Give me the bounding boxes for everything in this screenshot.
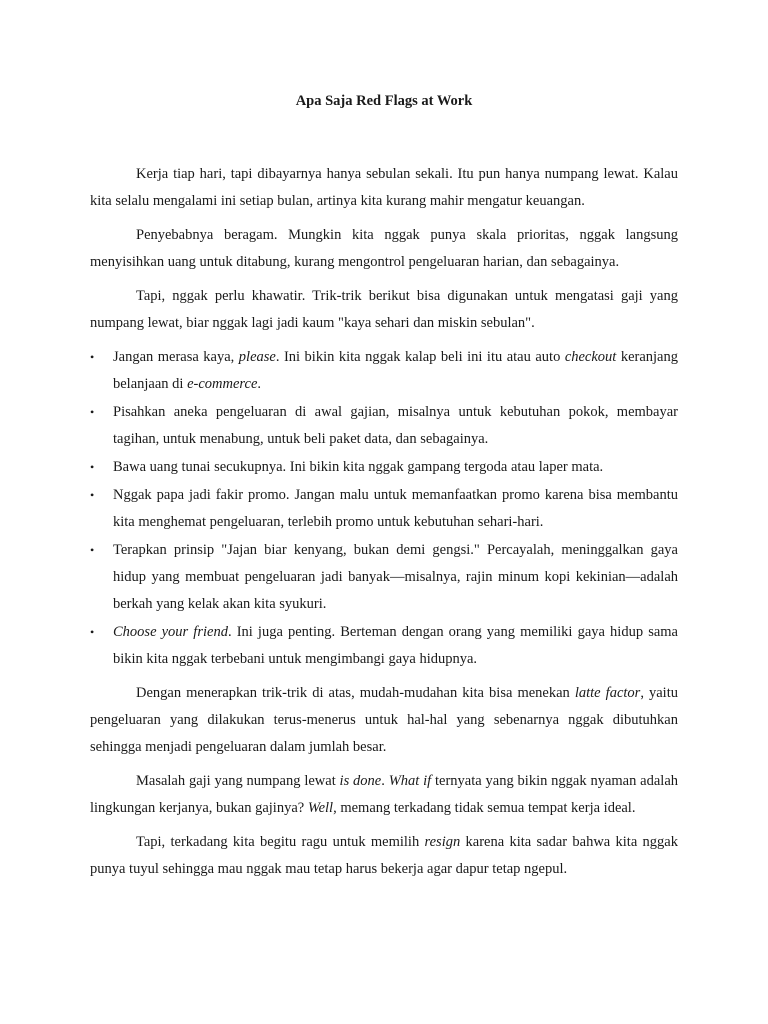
tips-list [90, 344, 678, 673]
list-item: • Jangan merasa kaya, please. Ini bikin kita nggak kalap beli ini itu atau auto checkout keranjang belanjaan di e-commerce. [90, 344, 678, 398]
paragraph-6: Tapi, terkadang kita begitu ragu untuk memilih resign karena kita sadar bahwa kita nggak punya tuyul sehingga mau nggak mau tetap harus bekerja agar dapur tetap ngepul. [90, 834, 678, 877]
paragraph-3: Tapi, nggak perlu khawatir. Trik-trik berikut bisa digunakan untuk mengatasi gaji yang numpang lewat, biar nggak lagi jadi kaum "kaya sehari dan miskin sebulan". [90, 288, 678, 331]
bullet-icon: • [90, 460, 95, 474]
list-item: • Bawa uang tunai secukupnya. Ini bikin kita nggak gampang tergoda atau laper mata. [90, 454, 678, 481]
paragraph-1: Kerja tiap hari, tapi dibayarnya hanya sebulan sekali. Itu pun hanya numpang lewat. Kalau kita selalu mengalami ini setiap bulan, artinya kita kurang mahir mengatur keuangan. [90, 166, 678, 209]
list-item: • Choose your friend. Ini juga penting. Berteman dengan orang yang memiliki gaya hidup sama bikin kita nggak terbebani untuk mengimbangi gaya hidupnya. [90, 619, 678, 673]
bullet-icon: • [90, 405, 95, 419]
paragraph-4: Dengan menerapkan trik-trik di atas, mudah-mudahan kita bisa menekan latte factor, yaitu pengeluaran yang dilakukan terus-menerus untuk hal-hal yang sebenarnya nggak dibutuhkan sehingga menjadi pengeluaran dalam jumlah besar. [90, 685, 678, 755]
list-item: • Nggak papa jadi fakir promo. Jangan malu untuk memanfaatkan promo karena bisa membantu kita menghemat pengeluaran, terlebih promo untuk kebutuhan sehari-hari. [90, 482, 678, 536]
list-item: • Pisahkan aneka pengeluaran di awal gajian, misalnya untuk kebutuhan pokok, membayar tagihan, untuk menabung, untuk beli paket data, dan sebagainya. [90, 399, 678, 453]
bullet-icon: • [90, 488, 95, 502]
bullet-icon: • [90, 625, 95, 639]
paragraph-5: Masalah gaji yang numpang lewat is done. What if ternyata yang bikin nggak nyaman adalah lingkungan kerjanya, bukan gajinya? Well, memang terkadang tidak semua tempat kerja ideal. [90, 773, 679, 816]
bullet-icon: • [90, 350, 95, 364]
list-item: • Terapkan prinsip "Jajan biar kenyang, bukan demi gengsi." Percayalah, meninggalkan gaya hidup yang membuat pengeluaran jadi banyak—misalnya, rajin minum kopi kekinian—adalah berkah yang kelak akan kita syukuri. [90, 537, 678, 618]
document-title: Apa Saja Red Flags at Work [295, 93, 473, 109]
bullet-icon: • [90, 543, 95, 557]
paragraph-2: Penyebabnya beragam. Mungkin kita nggak punya skala prioritas, nggak langsung menyisihkan uang untuk ditabung, kurang mengontrol pengeluaran harian, dan sebagainya. [90, 227, 678, 270]
